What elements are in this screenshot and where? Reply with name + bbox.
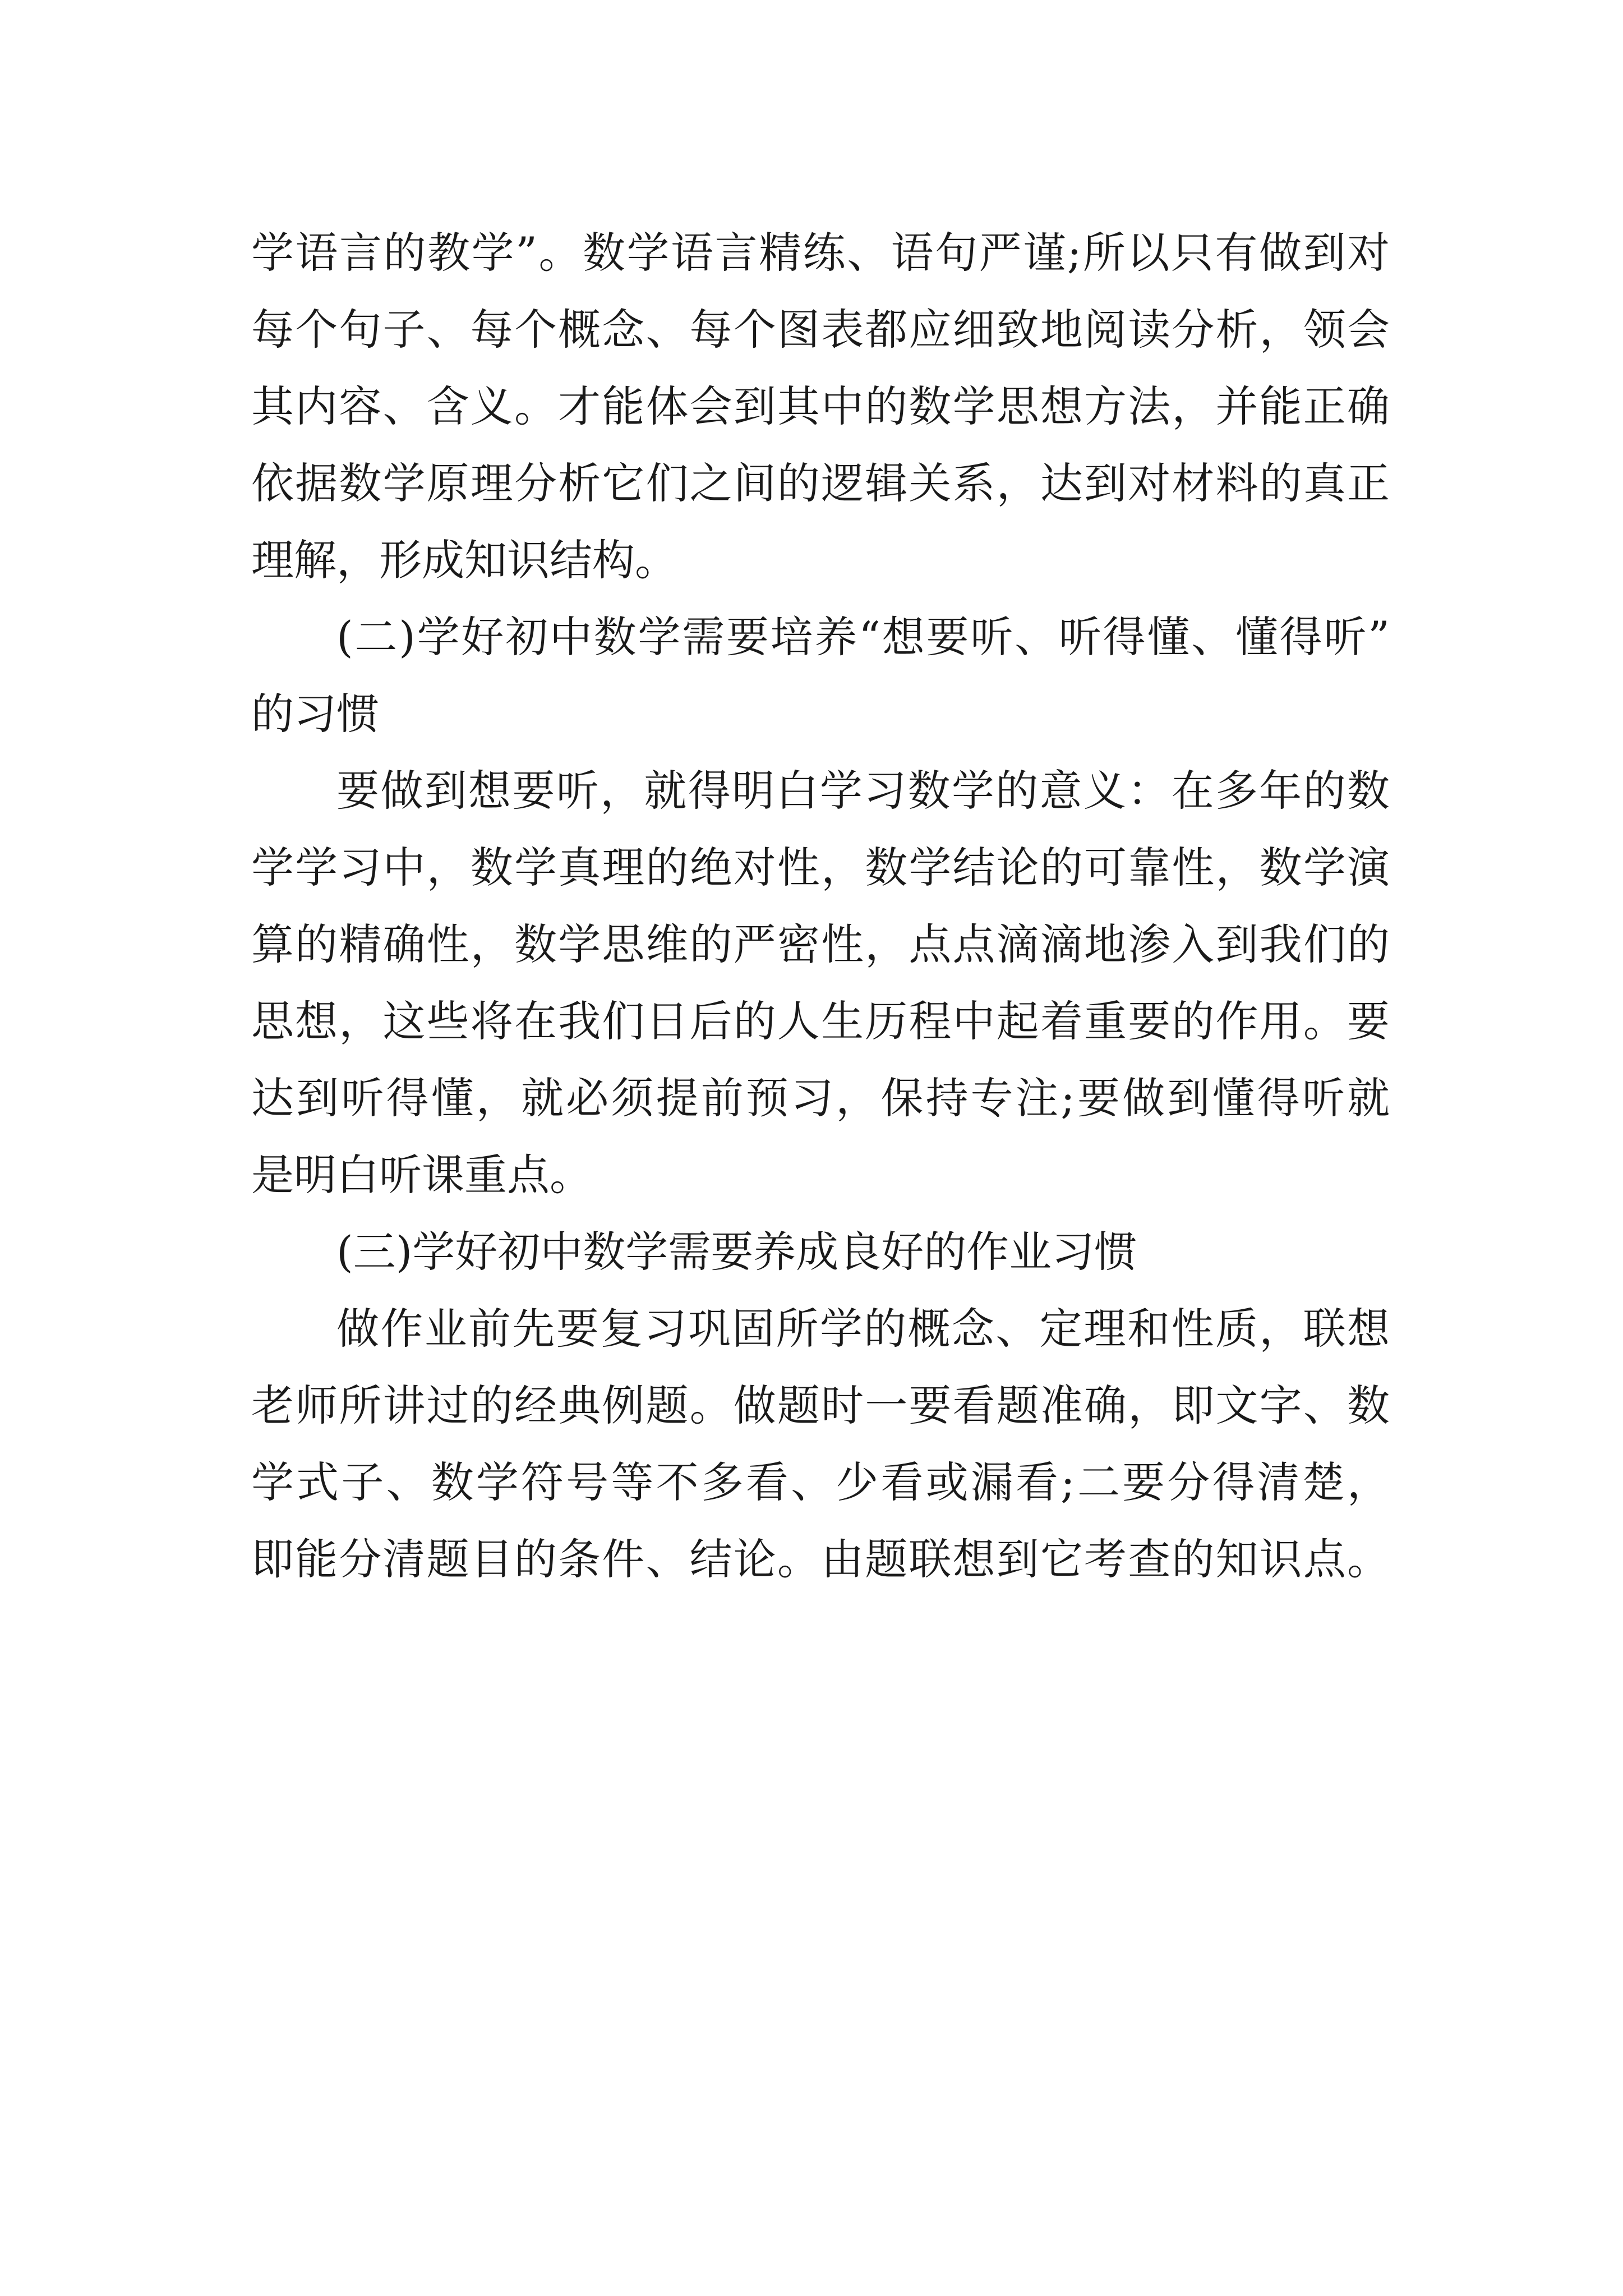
text-line: 算的精确性，数学思维的严密性，点点滴滴地渗入到我们的 [251,919,1390,969]
heading-line: 的习惯 [251,689,379,739]
text-line: 其内容、含义。才能体会到其中的数学思想方法，并能正确 [251,381,1390,431]
paragraph [251,214,1390,599]
heading-line: (二)学好初中数学需要培养“想要听、听得懂、懂得听” [336,612,1390,662]
section-heading [251,1213,1390,1290]
text-line: 老师所讲过的经典例题。做题时一要看题准确，即文字、数 [251,1381,1390,1430]
text-line: 思想，这些将在我们日后的人生历程中起着重要的作用。要 [251,996,1390,1046]
heading-line: (三)学好初中数学需要养成良好的作业习惯 [336,1227,1137,1277]
text-line: 要做到想要听，就得明白学习数学的意义：在多年的数 [336,766,1390,816]
text-line: 是明白听课重点。 [251,1150,592,1200]
text-line: 即能分清题目的条件、结论。由题联想到它考查的知识点。 [251,1534,1390,1584]
text-line: 达到听得懂，就必须提前预习，保持专注;要做到懂得听就 [251,1073,1390,1123]
text-line: 做作业前先要复习巩固所学的概念、定理和性质，联想 [336,1304,1390,1354]
text-line: 每个句子、每个概念、每个图表都应细致地阅读分析，领会 [251,305,1390,355]
text-line: 学学习中，数学真理的绝对性，数学结论的可靠性，数学演 [251,843,1390,892]
section-heading [251,599,1390,752]
paragraph [251,1290,1390,1598]
text-line: 依据数学原理分析它们之间的逻辑关系，达到对材料的真正 [251,458,1390,508]
document-body [251,214,1390,1598]
text-line: 学式子、数学符号等不多看、少看或漏看;二要分得清楚， [251,1457,1390,1507]
paragraph [251,752,1390,1213]
text-line: 理解，形成知识结构。 [251,535,677,585]
text-line: 学语言的教学”。数学语言精练、语句严谨;所以只有做到对 [251,228,1390,278]
